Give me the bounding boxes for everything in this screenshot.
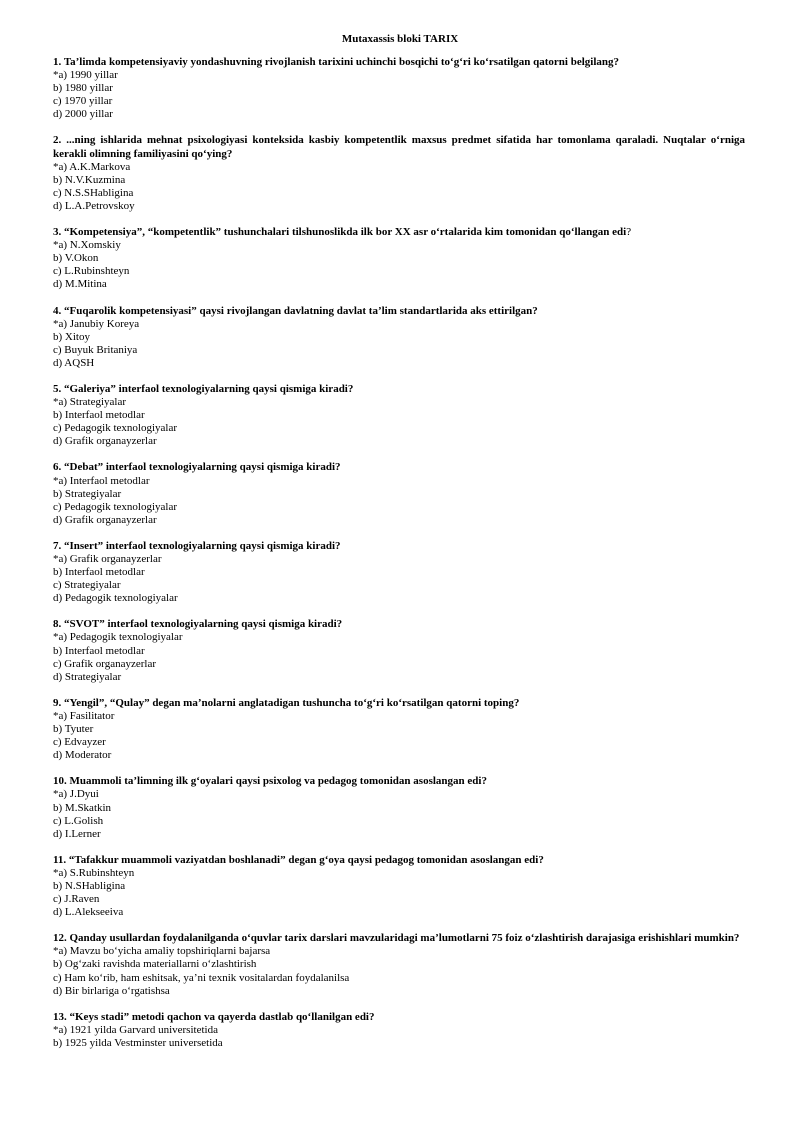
question-number: 10. [53,775,67,788]
question-text [53,226,745,239]
question-text [53,540,745,553]
answer-option: b) N.SHabligina [53,879,126,892]
question-body: ...ning ishlarida mehnat psixologiyasi konteksida kasbiy kompetentlik maxsus predmet sifatida har tomonlama qaraladi. Nuqtalar o‘rniga kerakli olimning familiyasini qo‘ying? [53,134,746,160]
answer-option: *a) Grafik organayzerlar [53,553,162,565]
question-number: 6. [53,461,62,474]
answer-option: *a) Strategiyalar [53,396,126,409]
answer-option: c) Edvayzer [53,736,106,749]
question-number: 9. [53,696,62,709]
question-block [53,618,745,683]
question-text [53,775,745,788]
question-body: “Keys stadi” metodi qachon va qayerda dastlab qo‘llanilgan edi? [69,1010,375,1023]
answer-option: c) Pedagogik texnologiyalar [53,500,178,513]
answer-option: b) Xitoy [53,330,90,343]
question-text [53,56,745,69]
question-block [53,540,745,605]
question-block [53,305,745,370]
answer-option: *a) Mavzu bo‘yicha amaliy topshiriqlarni bajarsa [53,945,271,958]
question-number: 2. [53,134,62,147]
question-text [53,383,745,396]
question-text [53,305,745,318]
question-list [53,56,745,1063]
answer-option: d) M.Mitina [53,278,107,291]
answer-option: b) M.Skatkin [53,801,112,814]
answer-option: c) L.Rubinshteyn [53,265,130,278]
question-body: “Insert” interfaol texnologiyalarning qaysi qismiga kiradi? [64,539,341,552]
question-block [53,932,745,997]
answer-option: c) Grafik organayzerlar [53,657,157,670]
question-block [53,56,745,121]
question-body: “Yengil”, “Qulay” degan ma’nolarni anglatadigan tushuncha to‘g‘ri ko‘rsatilgan qatorni toping? [64,696,520,709]
question-body: Muammoli ta’limning ilk g‘oyalari qaysi psixolog va pedagog tomonidan asoslangan edi? [69,775,487,788]
answer-option: *a) A.K.Markova [53,160,131,173]
question-body: Qanday usullardan foydalanilganda o‘quvlar tarix darslari mavzularidagi ma’lumotlarni 75 foiz o‘zlashtirish darajasiga erishishlari mumkin? [69,932,740,945]
answer-option: b) Interfaol metodlar [53,566,145,579]
answer-option: b) Tyuter [53,723,94,736]
question-block [53,775,745,840]
question-block [53,461,745,526]
answer-option: *a) Pedagogik texnologiyalar [53,631,183,644]
answer-option: *a) Janubiy Koreya [53,317,140,330]
question-text [53,134,745,160]
question-text [53,932,745,945]
answer-option: b) Og‘zaki ravishda materiallarni o‘zlashtirish [53,958,257,971]
answer-option: b) 1980 yillar [53,82,113,95]
answer-option: d) Grafik organayzerlar [53,435,157,448]
answer-option: d) I.Lerner [53,827,101,840]
question-block [53,697,745,762]
question-body: “Fuqarolik kompetensiyasi” qaysi rivojlangan davlatning davlat ta’lim standartlarida aks ettirilgan? [64,304,538,317]
answer-option: c) Ham ko‘rib, ham eshitsak, ya’ni texnik vositalardan foydalanilsa [53,971,350,984]
question-number: 8. [53,618,62,631]
answer-option: *a) Fasilitator [53,709,115,722]
answer-option: c) J.Raven [53,893,100,906]
question-body: “Tafakkur muammoli vaziyatdan boshlanadi” degan g‘oya qaysi pedagog tomonidan asoslangan edi? [68,853,544,866]
answer-option: d) Grafik organayzerlar [53,513,157,526]
answer-option: d) Pedagogik texnologiyalar [53,592,178,605]
question-text [53,1011,745,1024]
answer-option: b) Interfaol metodlar [53,409,145,422]
question-number: 4. [53,304,62,317]
answer-option: b) Interfaol metodlar [53,644,145,657]
question-body: “Debat” interfaol texnologiyalarning qaysi qismiga kiradi? [64,461,341,474]
question-number: 3. [53,226,62,239]
answer-option: c) 1970 yillar [53,95,113,108]
answer-option: *a) 1990 yillar [53,69,118,82]
answer-option: c) Strategiyalar [53,579,121,592]
answer-option: *a) N.Xomskiy [53,239,121,252]
answer-option: *a) 1921 yilda Garvard universitetida [53,1023,218,1036]
answer-option: b) V.Okon [53,252,99,265]
question-number: 5. [53,382,62,395]
question-body: “SVOT” interfaol texnologiyalarning qaysi qismiga kiradi? [64,618,343,631]
question-text [53,618,745,631]
question-number: 11. [53,853,67,866]
question-text [53,854,745,867]
answer-option: d) L.A.Petrovskoy [53,199,135,212]
answer-option: d) L.Alekseeiva [53,906,124,919]
question-block [53,854,745,919]
question-body: Ta’limda kompetensiyaviy yondashuvning rivojlanish tarixini uchinchi bosqichi to‘g‘ri ko‘rsatilgan qatorni belgilang? [63,56,620,68]
answer-option: b) 1925 yilda Vestminster universetida [53,1036,223,1049]
question-block [53,1011,745,1050]
question-trailing-mark: ? [626,226,632,239]
question-body: “Galeriya” interfaol texnologiyalarning qaysi qismiga kiradi? [64,382,354,395]
question-number: 13. [53,1010,67,1023]
answer-option: d) 2000 yillar [53,108,113,121]
question-block [53,134,745,213]
answer-option: d) Moderator [53,749,112,762]
answer-option: *a) S.Rubinshteyn [53,866,135,879]
answer-option: d) Strategiyalar [53,670,122,683]
question-block [53,226,745,291]
answer-option: b) Strategiyalar [53,487,122,500]
answer-option: *a) J.Dyui [53,788,99,801]
document-title: Mutaxassis bloki TARIX [341,33,459,45]
answer-option: c) L.Golish [53,814,104,827]
question-number: 1. [53,56,62,68]
question-text [53,697,745,710]
question-text [53,461,745,474]
answer-option: d) AQSH [53,356,95,369]
answer-option: *a) Interfaol metodlar [53,474,150,487]
answer-option: c) Pedagogik texnologiyalar [53,422,178,435]
answer-option: c) Buyuk Britaniya [53,343,138,356]
question-block [53,383,745,448]
answer-option: b) N.V.Kuzmina [53,173,126,186]
answer-option: d) Bir birlariga o‘rgatishsa [53,984,170,997]
question-body: “Kompetensiya”, “kompetentlik” tushunchalari tilshunoslikda ilk bor XX asr o‘rtalarida kim tomonidan qo‘llangan edi [64,226,627,239]
answer-option: c) N.S.SHabligina [53,186,134,199]
question-number: 7. [53,539,62,552]
question-number: 12. [53,932,67,945]
